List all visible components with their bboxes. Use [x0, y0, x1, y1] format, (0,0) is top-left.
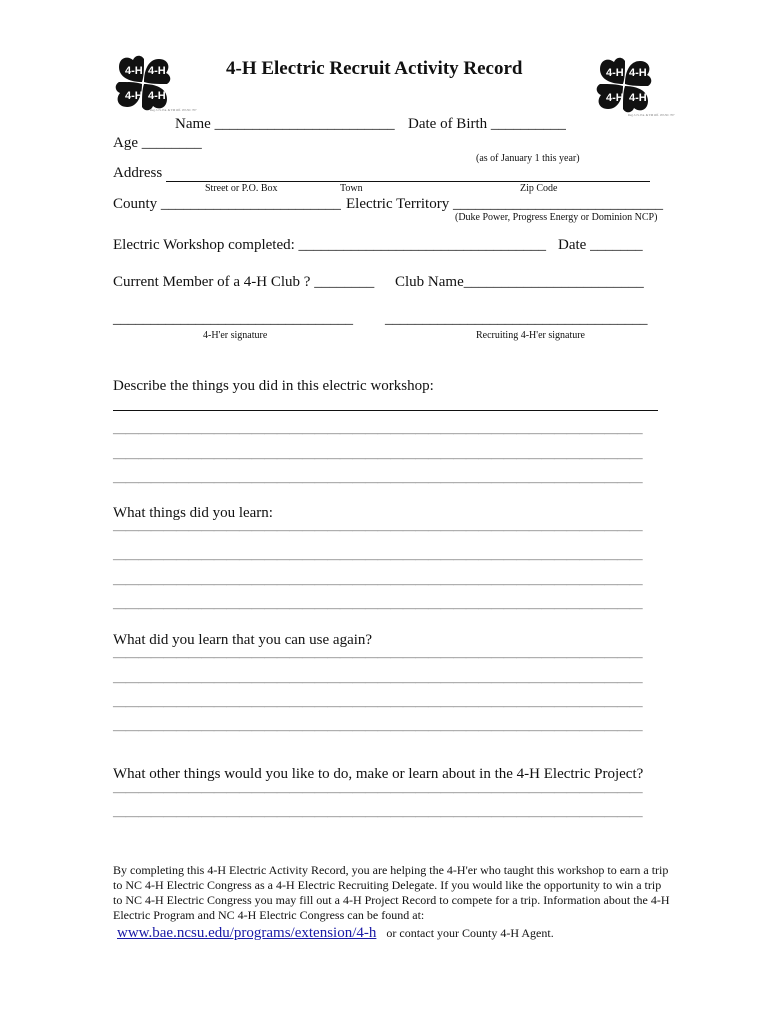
answer-line[interactable]: —————————————————————————————————————————— — [113, 425, 643, 440]
answer-line[interactable]: —————————————————————————————————————————— — [113, 551, 643, 566]
club-name-field[interactable]: Club Name________________________ — [395, 274, 644, 290]
address-label: Address — [113, 165, 163, 181]
date-of-birth-field[interactable]: Date of Birth __________ — [408, 116, 566, 132]
clover-h-1: 4-H — [606, 67, 624, 79]
answer-line[interactable] — [113, 410, 658, 411]
footer-link-row — [117, 924, 554, 942]
signature-line-right[interactable]: ___________________________________ — [385, 311, 648, 327]
answer-line[interactable]: —————————————————————————————————————————— — [113, 522, 643, 537]
4h-clover-logo-left — [113, 52, 173, 116]
workshop-completed-field[interactable]: Electric Workshop completed: _________________________________ — [113, 237, 547, 253]
address-zip-caption: Zip Code — [520, 183, 558, 194]
answer-line[interactable]: —————————————————————————————————————————— — [113, 808, 643, 823]
logo-right-caption: Reg. U.S. Pat. & TM Off. 18 USC 707 — [628, 113, 675, 117]
answer-line[interactable]: —————————————————————————————————————————— — [113, 674, 643, 689]
address-street-caption: Street or P.O. Box — [205, 183, 278, 194]
footer-link-suffix: or contact your County 4-H Agent. — [386, 926, 554, 940]
question-1: Describe the things you did in this electric workshop: — [113, 378, 434, 394]
county-field[interactable]: County ________________________ — [113, 196, 341, 212]
current-member-field[interactable]: Current Member of a 4-H Club ? ________ — [113, 274, 375, 290]
question-4: What other things would you like to do, make or learn about in the 4-H Electric Project? — [113, 766, 644, 782]
question-2: What things did you learn: — [113, 505, 273, 521]
signature-caption-left: 4-H'er signature — [203, 330, 268, 341]
address-line[interactable] — [166, 181, 650, 182]
clover-h-1: 4-H — [125, 65, 143, 77]
clover-h-3: 4-H — [125, 90, 143, 102]
extension-link[interactable]: www.bae.ncsu.edu/programs/extension/4-h — [117, 925, 377, 941]
clover-h-4: 4-H — [629, 92, 647, 104]
page-title: 4-H Electric Recruit Activity Record — [226, 58, 523, 79]
clover-h-2: 4-H — [629, 67, 647, 79]
logo-left-caption: Reg. U.S. Pat. & TM Off. 18 USC 707 — [150, 108, 197, 112]
answer-line[interactable]: —————————————————————————————————————————— — [113, 450, 643, 465]
signature-line-left[interactable]: ________________________________ — [113, 311, 353, 327]
clover-h-4: 4-H — [148, 90, 166, 102]
answer-line[interactable]: —————————————————————————————————————————— — [113, 474, 643, 489]
4h-clover-logo-right — [594, 54, 654, 118]
answer-line[interactable]: —————————————————————————————————————————— — [113, 784, 643, 799]
answer-line[interactable]: —————————————————————————————————————————— — [113, 576, 643, 591]
answer-line[interactable]: —————————————————————————————————————————— — [113, 698, 643, 713]
answer-line[interactable]: —————————————————————————————————————————— — [113, 649, 643, 664]
name-field[interactable]: Name ________________________ — [175, 116, 395, 132]
clover-h-2: 4-H — [148, 65, 166, 77]
age-note: (as of January 1 this year) — [476, 153, 580, 164]
question-3: What did you learn that you can use again? — [113, 632, 373, 648]
territory-note: (Duke Power, Progress Energy or Dominion NCP) — [455, 212, 658, 223]
electric-territory-field[interactable]: Electric Territory ____________________________ — [346, 196, 663, 212]
workshop-date-field[interactable]: Date _______ — [558, 237, 643, 253]
clover-h-3: 4-H — [606, 92, 624, 104]
footer-paragraph: By completing this 4-H Electric Activity Record, you are helping the 4-H'er who taught this workshop to earn a trip to NC 4-H Electric Congress as a 4-H Electric Recruiting Delegate. If you would like the opportunity to win a trip to NC 4-H Electric Congress you may fill out a 4-H Project Record to compete for a trip. Information about the 4-H Electric Program and NC 4-H Electric Congress can be found at: — [113, 863, 670, 922]
age-field[interactable]: Age ________ — [113, 135, 202, 151]
answer-line[interactable]: —————————————————————————————————————————— — [113, 722, 643, 737]
address-town-caption: Town — [340, 183, 363, 194]
answer-line[interactable]: —————————————————————————————————————————— — [113, 600, 643, 615]
signature-caption-right: Recruiting 4-H'er signature — [476, 330, 585, 341]
